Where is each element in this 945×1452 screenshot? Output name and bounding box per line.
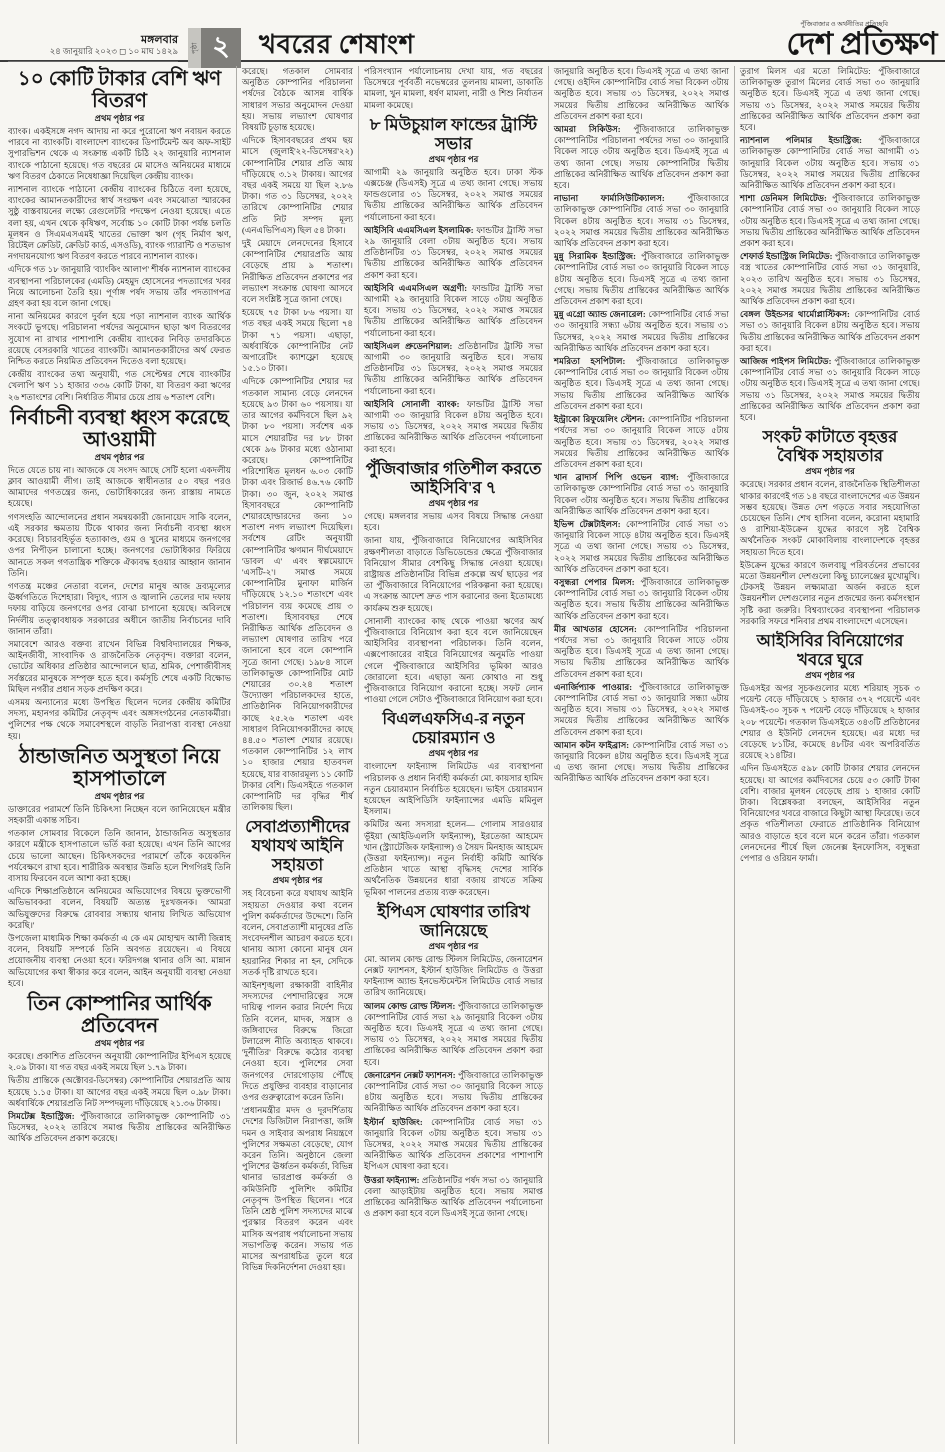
article (8, 407, 231, 742)
article (740, 427, 920, 627)
article-paragraph: ইস্টার্ন হাউজিং: কোম্পানিটির বোর্ড সভা ৩১ জানুয়ারি বিকেল ৩টায় অনুষ্ঠিত হবে। সভায় ৩১ ডিসেম্বর, ২০২২ সমাপ্ত সময়ের দ্বিতীয় প্রান্তিকের অনিরীক্ষিত আর্থিক প্রতিবেদন প্রকাশের পাশাপাশি ইপিএস ঘোষণা করা হবে। (364, 1116, 543, 1172)
article-paragraph: এদিকে শিক্ষাপ্রতিষ্ঠানে অনিয়মের অভিযোগের বিষয়ে ভুক্তভোগী অভিভাবকরা বলেন, বিষয়টি অত্যন্ত দুঃখজনক। 'আমরা অভিযুক্তদের বিরুদ্ধে রোববার সন্ধ্যায় থানায় লিখিত অভিযোগ করেছি।' (8, 886, 231, 930)
article-headline: আইসিবির বিনিয়োগের খবরে ঘুরে (756, 630, 904, 669)
article-headline: বিএলএফসিএ-র নতুন চেয়ারম্যান ও (382, 709, 525, 748)
article-continuation (740, 66, 920, 423)
column-1 (8, 66, 236, 1444)
article-paragraph: সিমটেক্স ইন্ডাস্ট্রিজ: পুঁজিবাজারে তালিকাভুক্ত কোম্পানিটি ৩১ ডিসেম্বর, ২০২২ তারিখে সমাপ্ত দ্বিতীয় প্রান্তিকের অনিরীক্ষিত আর্থিক প্রতিবেদন প্রকাশ করেছে। (8, 1111, 231, 1144)
article (740, 631, 920, 864)
continued-from-front-page-label: প্রথম পৃষ্ঠার পর (428, 748, 479, 759)
article-paragraph: আইসিবি এএমসিএল ইসলামিক: ফান্ডটির ট্রাস্টি সভা ২৯ জানুয়ারি বেলা ৩টায় অনুষ্ঠিত হবে। সভায় প্রতিষ্ঠানটির ৩১ ডিসেম্বর, ২০২২ সমাপ্ত সময়ের দ্বিতীয় প্রান্তিকের অনিরীক্ষিত আর্থিক প্রতিবেদন প্রকাশ করা হবে। (364, 224, 543, 280)
article-paragraph: মুন্নু সিরামিক ইন্ডাস্ট্রিজ: পুঁজিবাজারে তালিকাভুক্ত কোম্পানিটির বোর্ড সভা ৩০ জানুয়ারি বিকেল সাড়ে ৪টায় অনুষ্ঠিত হবে। ডিএসই সূত্রে এ তথ্য জানা গেছে। সভায় দ্বিতীয় প্রান্তিকের অনিরীক্ষিত আর্থিক প্রতিবেদন প্রকাশ করা হবে। (554, 251, 729, 307)
column-2 (236, 66, 358, 1444)
article (364, 709, 543, 897)
column-4 (548, 66, 734, 1444)
article-continuation (242, 66, 353, 813)
article-columns (0, 62, 945, 1444)
article-paragraph: ন্যাশনাল পলিমার ইন্ডাস্ট্রিজ: পুঁজিবাজারে তালিকাভুক্ত কোম্পানিটির বোর্ড সভা আগামী ৩১ জানুয়ারি বিকেল ৩টায় অনুষ্ঠিত হবে। সভায় ৩১ ডিসেম্বর, ২০২২ সমাপ্ত সময়ের দ্বিতীয় প্রান্তিকের অনিরীক্ষিত আর্থিক প্রতিবেদন প্রকাশ করা হবে। (740, 135, 920, 191)
article-paragraph: শমরিতা হসপিটাল: পুঁজিবাজারে তালিকাভুক্ত কোম্পানিটির বোর্ড সভা ৩০ জানুয়ারি বিকেল ৩টায় অনুষ্ঠিত হবে। ডিএসই সূত্রে এ তথ্য জানা গেছে। সভায় দ্বিতীয় প্রান্তিকের অনিরীক্ষিত আর্থিক প্রতিবেদন প্রকাশ করা হবে। (554, 356, 729, 411)
article-paragraph: দুই মেয়াদে লেনদেনের হিসাবে কোম্পানিটির শেয়ারপ্রতি আয় বেড়েছে প্রায় ৯ শতাংশ। নিরীক্ষিত প্রতিবেদন প্রকাশের পর লভ্যাংশ সংক্রান্ত ঘোষণা আসবে বলে সংশ্লিষ্ট সূত্রে জানা গেছে। (242, 238, 353, 305)
article-paragraph: দ্বিতীয় প্রান্তিকে (অক্টোবর-ডিসেম্বর) কোম্পানিটির শেয়ারপ্রতি আয় হয়েছে ১.১৫ টাকা। যা আগের বছর একই সময়ে ছিল ০.৯৮ টাকা। অর্ধবার্ষিকে শেয়ারপ্রতি নিট সম্পদমূল্য দাঁড়িয়েছে ২১.৩৬ টাকায়। (8, 1075, 231, 1108)
article-paragraph: বাংলাদেশ ফাইন্যান্স লিমিটেড এর ব্যবস্থাপনা পরিচালক ও প্রধান নির্বাহী কর্মকর্তা মো. কায়সার হামিদ নতুন চেয়ারম্যান নির্বাচিত হয়েছেন। ভাইস চেয়ারম্যান হয়েছেন আইপিডিসি ফাইন্যান্সের এমডি মমিনুল ইসলাম। (364, 761, 543, 817)
masthead-name: দেশ প্রতিক্ষণ (786, 26, 937, 61)
article-paragraph: জানুয়ারি অনুষ্ঠিত হবে। ডিএসই সূত্রে এ তথ্য জানা গেছে। ওইদিন কোম্পানিটির বোর্ড সভা বিকেল ৩টায় অনুষ্ঠিত হবে। সভায় ৩১ ডিসেম্বর, ২০২২ সমাপ্ত সময়ের দ্বিতীয় প্রান্তিকের অনিরীক্ষিত আর্থিক প্রতিবেদন প্রকাশ করা হবে। (554, 66, 729, 121)
company-name-lead: শাশা ডেনিমস লিমিটেড: (740, 193, 827, 204)
article (364, 902, 543, 1220)
article-paragraph: শাশা ডেনিমস লিমিটেড: পুঁজিবাজারে তালিকাভুক্ত কোম্পানিটির বোর্ড সভা ৩০ জানুয়ারি বিকেল সাড়ে ৩টায় অনুষ্ঠিত হবে। ডিএসই সূত্রে এ তথ্য জানা গেছে। সভায় দ্বিতীয় প্রান্তিকের অনিরীক্ষিত আর্থিক প্রতিবেদন প্রকাশ করা হবে। (740, 193, 920, 249)
article-paragraph: কেন্দ্রীয় ব্যাংকের তথ্য অনুযায়ী, গত সেপ্টেম্বর শেষে ব্যাংকটির খেলাপি ঋণ ১১ হাজার ৩৩৬ কোটি টাকা, যা বিতরণ করা ঋণের ২৬ শতাংশের বেশি। নির্ধারিত সীমার চেয়ে প্রায় ৬ শতাংশ বেশি। (8, 369, 231, 402)
article-paragraph: তুরাগ মিলস এর মতো লিমিটেড: পুঁজিবাজারে তালিকাভুক্ত তুরাগ মিলের বোর্ড সভা ৩০ জানুয়ারি অনুষ্ঠিত হবে। ডিএসই সূত্রে এ তথ্য জানা গেছে। সভায় ৩১ ডিসেম্বর, ২০২২ সমাপ্ত সময়ের দ্বিতীয় প্রান্তিকের অনিরীক্ষিত আর্থিক প্রতিবেদন প্রকাশ করা হবে। (740, 66, 920, 133)
article-paragraph: এদিকে হিসাববছরের প্রথম ছয় মাসে (জুলাই'২২-ডিসেম্বর'২২) কোম্পানিটির শেয়ার প্রতি আয় দাঁড়িয়েছে ৩.১২ টাকায়। আগের বছর একই সময়ে যা ছিল ২.৮৬ টাকা। গত ৩১ ডিসেম্বর, ২০২২ তারিখে কোম্পানিটির শেয়ার প্রতি নিট সম্পদ মূল্য (এনএভিপিএস) ছিল ৫৪ টাকা। (242, 135, 353, 235)
article-headline: ৮ মিউচুয়াল ফান্ডের ট্রাস্টি সভার (369, 114, 538, 153)
article-paragraph: আজিজ পাইপস লিমিটেড: পুঁজিবাজারে তালিকাভুক্ত কোম্পানিটির বোর্ড সভা ৩১ জানুয়ারি বিকেল সাড়ে ৩টায় অনুষ্ঠিত হবে। ডিএসই সূত্রে এ তথ্য জানা গেছে। সভায় ৩১ ডিসেম্বর, ২০২২ সমাপ্ত সময়ের দ্বিতীয় প্রান্তিকের অনিরীক্ষিত আর্থিক প্রতিবেদন প্রকাশ করা হবে। (740, 356, 920, 423)
article-paragraph: আইসিএল প্রুডেনশিয়াল: প্রতিষ্ঠানটির ট্রাস্টি সভা আগামী ৩০ জানুয়ারি অনুষ্ঠিত হবে। সভায় প্রতিষ্ঠানটির ৩১ ডিসেম্বর, ২০২২ সমাপ্ত সময়ের দ্বিতীয় প্রান্তিকের অনিরীক্ষিত আর্থিক প্রতিবেদন পর্যালোচনা করা হবে। (364, 340, 543, 396)
column-5 (734, 66, 920, 1444)
article-paragraph: সহ বিবেচনা করে যথাযথ আইনি সহায়তা দেওয়ার কথা বলেন পুলিশ কর্মকর্তাদের উদ্দেশে। তিনি বলেন, সেবাপ্রত্যাশী মানুষের প্রতি সংবেদনশীল আচরণ করতে হবে। থানায় আসা কোনো মানুষ যেন হয়রানির শিকার না হন, সেদিকে সতর্ক দৃষ্টি রাখতে হবে। (242, 888, 353, 977)
article-paragraph: নানা অনিয়মের কারণে দুর্বল হয়ে পড়া ন্যাশনাল ব্যাংক আর্থিক সংকটে ভুগছে। পরিচালনা পর্ষদের অনুমোদন ছাড়া ঋণ বিতরণের সুযোগ না রাখার পাশাপাশি কেন্দ্রীয় ব্যাংকের নিবিড় তদারকিতে রয়েছে বেসরকারি খাতের ব্যাংকটি। আমানতকারীদের অর্থ ফেরত নিশ্চিত করতে নিয়মিত প্রতিবেদন দিতেও বলা হয়েছে। (8, 311, 231, 367)
article-headline: তিন কোম্পানির আর্থিক প্রতিবেদন (27, 993, 212, 1037)
article-headline: ঠান্ডাজনিত অসুস্থতা নিয়ে হাসপাতালে (19, 745, 220, 790)
company-name-lead: এনার্জিপ্যাক পাওয়ার: (554, 681, 633, 692)
company-name-lead: শেফার্ড ইন্ডাস্ট্রিজ লিমিটেড: (740, 251, 833, 262)
article-paragraph: ডাক্তারের পরামর্শে তিনি চিকিৎসা নিচ্ছেন বলে জানিয়েছেন মন্ত্রীর সহকারী একান্ত সচিব। (8, 803, 231, 825)
article-paragraph: এসময় অন্যান্যের মধ্যে উপস্থিত ছিলেন দলের কেন্দ্রীয় কমিটির সদস্য, মহানগর কমিটির নেতৃবৃন্দ এবং অঙ্গসংগঠনের নেতাকর্মীরা। পুলিশের পক্ষ থেকে সমাবেশস্থলে বাড়তি নিরাপত্তা ব্যবস্থা নেওয়া হয়। (8, 696, 231, 741)
company-name-lead: বেঙ্গল উইন্ডসর থার্মোপ্লাস্টিকস: (740, 309, 850, 320)
article (8, 68, 231, 403)
article-paragraph: গেছে। মঙ্গলবার সভায় এসব বিষয়ে সিদ্ধান্ত নেওয়া হবে। (364, 510, 543, 533)
company-name-lead: ইস্টার্ন হাউজিং: (364, 1116, 423, 1127)
article (364, 459, 543, 705)
page-label-strip: পৃষ্ঠা (188, 28, 201, 68)
date-line: ২৪ জানুয়ারি ২০২৩ ◻ ১০ মাঘ ১৪২৯ (49, 46, 178, 56)
article-paragraph: মুন্নু এগ্রো অ্যান্ড জেনারেল: কোম্পানিটির বোর্ড সভা ৩০ জানুয়ারি সন্ধ্যা ৬টায় অনুষ্ঠিত হবে। সভায় ৩১ ডিসেম্বর, ২০২২ সমাপ্ত সময়ের দ্বিতীয় প্রান্তিকের অনিরীক্ষিত আর্থিক প্রতিবেদন প্রকাশ করা হবে। (554, 309, 729, 353)
article-paragraph: ডিএসইর অপর সূচকগুলোর মধ্যে শরিয়াহ সূচক ৩ পয়েন্ট বেড়ে দাঁড়িয়েছে ১ হাজার ৩৭২ পয়েন্টে এবং ডিএসই-৩০ সূচক ৭ পয়েন্ট বেড়ে দাঁড়িয়েছে ২ হাজার ২০৮ পয়েন্টে। গতকাল ডিএসইতে ৩৪৩টি প্রতিষ্ঠানের শেয়ার ও ইউনিট লেনদেন হয়েছে। এর মধ্যে দর বেড়েছে ৮১টির, কমেছে ৪৮টির এবং অপরিবর্তিত রয়েছে ২১৪টির। (740, 682, 920, 761)
section-title: খবরের শেষাংশ (259, 30, 415, 59)
article-headline: সেবাপ্রত্যাশীদের যথাযথ আইনি সহায়তা (245, 817, 350, 875)
continued-from-front-page-label: প্রথম পৃষ্ঠার পর (428, 940, 479, 951)
continued-from-front-page-label: প্রথম পৃষ্ঠার পর (272, 875, 323, 886)
article-paragraph: করেছে। গতকাল সোমবার অনুষ্ঠিত কোম্পানির পরিচালনা পর্ষদের বৈঠকে আসন্ন বার্ষিক সাধারণ সভার অনুমোদন দেওয়া হয়। সভায় লভ্যাংশ ঘোষণার বিষয়টি চূড়ান্ত হয়েছে। (242, 66, 353, 133)
company-name-lead: আইসিবি এএমসিএল ইসলামিক: (364, 224, 474, 235)
article-headline: পুঁজিবাজার গতিশীল করতে আইসিবি'র ৭ (365, 458, 542, 497)
company-name-lead: বসুন্ধরা পেপার মিলস: (554, 576, 635, 587)
article-headline: ১০ কোটি টাকার বেশি ঋণ বিতরণ (17, 68, 222, 112)
article-paragraph: জেনারেশন নেক্সট ফ্যাশনস: পুঁজিবাজারে তালিকাভুক্ত কোম্পানিটির বোর্ড সভা ৩০ জানুয়ারি বিকেল সাড়ে ৪টায় অনুষ্ঠিত হবে। সভায় দ্বিতীয় প্রান্তিকের অনিরীক্ষিত আর্থিক প্রতিবেদন প্রকাশ করা হবে। (364, 1069, 543, 1114)
article-headline: ইপিএস ঘোষণার তারিখ জানিয়েছে (377, 901, 530, 940)
article-paragraph: মীর আখতার হোসেন: কোম্পানিটির পরিচালনা পর্ষদের সভা ৩১ জানুয়ারি বিকেল সাড়ে ৩টায় অনুষ্ঠিত হবে। ডিএসই সূত্রে এ তথ্য জানা গেছে। সভায় দ্বিতীয় প্রান্তিকের অনিরীক্ষিত আর্থিক প্রতিবেদন প্রকাশ করা হবে। (554, 623, 729, 679)
article-paragraph: গতকাল সোমবার বিকেলে তিনি জানান, ঠান্ডাজনিত অসুস্থতার কারণে মন্ত্রীকে হাসপাতালে ভর্তি করা হয়েছে। এখন তিনি আগের চেয়ে ভালো আছেন। চিকিৎসকদের পরামর্শে তাঁকে কয়েকদিন পর্যবেক্ষণে রাখা হবে। শারীরিক অবস্থার উন্নতি হলে শিগগিরই তিনি বাসায় ফিরবেন বলে আশা করা হচ্ছে। (8, 828, 231, 883)
company-name-lead: ইভিন্স টেক্সটাইলস: (554, 518, 621, 529)
article-paragraph: ব্যাংক। একইসঙ্গে নগদ আদায় না করে পুরোনো ঋণ নবায়ন করতে পারবে না ব্যাংকটি। বাংলাদেশ ব্যাংকের ডিপার্টমেন্ট অব অফ-সাইট সুপারভিশন থেকে এ সংক্রান্ত একটি চিঠি ২২ জানুয়ারি ন্যাশনাল ব্যাংকে পাঠানো হয়েছে। গত বছরের মে মাসেও অনিয়মের মাধ্যমে ঋণ বিতরণ ঠেকাতে নিষেধাজ্ঞা দিয়েছিল কেন্দ্রীয় ব্যাংক। (8, 126, 231, 181)
company-name-lead: উত্তরা ফাইন্যান্স: (364, 1174, 420, 1185)
article-paragraph: এদিন ডিএসইতে ৫৯৮ কোটি টাকার শেয়ার লেনদেন হয়েছে। যা আগের কর্মদিবসের চেয়ে ৫৩ কোটি টাকা বেশি। বাজার মূলধন বেড়েছে প্রায় ১ হাজার কোটি টাকা। বিশ্লেষকরা বলছেন, আইসিবির নতুন বিনিয়োগের খবরে বাজারে কিছুটা আস্থা ফিরেছে। তবে প্রকৃত গতিশীলতা ফেরাতে প্রাতিষ্ঠানিক বিনিয়োগ আরও বাড়াতে হবে বলে মনে করেন তাঁরা। গতকাল লেনদেনের শীর্ষে ছিল জেনেক্স ইনফোসিস, বসুন্ধরা পেপার ও ওরিয়ন ফার্মা। (740, 763, 920, 863)
article-paragraph: ইউক্রেন যুদ্ধের কারণে জলবায়ু পরিবর্তনের প্রভাবের মতো উন্নয়নশীল দেশগুলো কিছু চ্যালেঞ্জের মুখোমুখি। টেকসই উন্নয়ন লক্ষ্যমাত্রা অর্জন করতে হলে উন্নয়নশীল দেশগুলোর নতুন প্রজন্মের জন্য কর্মসংস্থান সৃষ্টি করা জরুরি। বিশ্বব্যাংকের ব্যবস্থাপনা পরিচালক সরকারি সফরে শনিবার প্রথম বাংলাদেশে এসেছেন। (740, 559, 920, 626)
article-paragraph: ইন্ট্রাকো রিফুয়েলিং স্টেশন: কোম্পানিটির পরিচালনা পর্ষদের সভা ৩০ জানুয়ারি বিকেল সাড়ে ৫টায় অনুষ্ঠিত হবে। সভায় ৩১ ডিসেম্বর, ২০২২ সমাপ্ত সময়ের দ্বিতীয় প্রান্তিকের অনিরীক্ষিত আর্থিক প্রতিবেদন প্রকাশ করা হবে। (554, 414, 729, 469)
article (364, 115, 543, 455)
company-name-lead: আলম কোল্ড রোল্ড স্টিলস: (364, 1000, 456, 1011)
company-name-lead: মীর আখতার হোসেন: (554, 623, 637, 634)
article-paragraph: আইসিবি সোনালী ব্যাংক: ফান্ডটির ট্রাস্টি সভা আগামী ৩০ জানুয়ারি বিকেল ৪টায় অনুষ্ঠিত হবে। সভায় ৩১ ডিসেম্বর, ২০২২ সমাপ্ত সময়ের দ্বিতীয় প্রান্তিকের অনিরীক্ষিত আর্থিক প্রতিবেদন পর্যালোচনা করা হবে। (364, 398, 543, 454)
article (8, 993, 231, 1145)
continued-from-front-page-label: প্রথম পৃষ্ঠার পর (805, 466, 855, 477)
date-block (8, 34, 178, 62)
continued-from-front-page-label: প্রথম পৃষ্ঠার পর (94, 451, 145, 462)
article-paragraph: এদিকে কোম্পানিটির শেয়ার দর গতকাল সামান্য বেড়ে লেনদেন হয়েছে ৯৩ টাকা ৬০ পয়সায়। যা তার আগের কর্মদিবসে ছিল ৯২ টাকা ৮০ পয়সা। সর্বশেষ এক মাসে শেয়ারটির দর ৮৮ টাকা থেকে ৯৬ টাকার মধ্যে ওঠানামা করেছে। কোম্পানিটির পরিশোধিত মূলধন ৬.০৩ কোটি টাকা এবং রিজার্ভ ৪৬.৭৬ কোটি টাকা। ৩০ জুন, ২০২২ সমাপ্ত হিসাববছরে কোম্পানিটি শেয়ারহোল্ডারদের জন্য ১০ শতাংশ নগদ লভ্যাংশ দিয়েছিল। সর্বশেষ রেটিং অনুযায়ী কোম্পানিটির ঋণমান দীর্ঘমেয়াদে 'ডাবল এ' এবং স্বল্পমেয়াদে 'এসটি-২'। সমাপ্ত সময়ে কোম্পানিটির মুনাফা মার্জিন দাঁড়িয়েছে ১২.১০ শতাংশে এবং পরিচালন ব্যয় কমেছে প্রায় ৩ শতাংশ। হিসাববছর শেষে নিরীক্ষিত আর্থিক প্রতিবেদন ও লভ্যাংশ ঘোষণার তারিখ পরে জানানো হবে বলে কোম্পানি সূত্রে জানা গেছে। ১৯৮৪ সালে তালিকাভুক্ত কোম্পানিটির মোট শেয়ারের ৩০.২৪ শতাংশ উদ্যোক্তা পরিচালকদের হাতে, প্রাতিষ্ঠানিক বিনিয়োগকারীদের কাছে ২৫.২৬ শতাংশ এবং সাধারণ বিনিয়োগকারীদের কাছে ৪৪.৫০ শতাংশ শেয়ার রয়েছে। গতকাল কোম্পানিটির ১২ লাখ ১০ হাজার শেয়ার হাতবদল হয়েছে, যার বাজারমূল্য ১১ কোটি টাকার বেশি। ডিএসইতে গতকাল কোম্পানিটি দর বৃদ্ধির শীর্ষ তালিকায় ছিল। (242, 376, 353, 813)
article-paragraph: করেছে। প্রকাশিত প্রতিবেদন অনুযায়ী কোম্পানিটির ইপিএস হয়েছে ২.০৯ টাকা। যা গত বছর একই সময়ে ছিল ১.৭৯ টাকা। (8, 1051, 231, 1073)
masthead (786, 21, 937, 60)
article-paragraph: 'প্রধানমন্ত্রীর মদদ ও দূরদর্শিতায় দেশের ডিজিটাল নিরাপত্তা, জঙ্গি দমন ও সাইবার অপরাধ নিয়ন্ত্রণে পুলিশের সক্ষমতা বেড়েছে', যোগ করেন তিনি। অনুষ্ঠানে জেলা পুলিশের ঊর্ধ্বতন কর্মকর্তা, বিভিন্ন থানার ভারপ্রাপ্ত কর্মকর্তা ও কমিউনিটি পুলিশিং কমিটির নেতৃবৃন্দ উপস্থিত ছিলেন। পরে তিনি শ্রেষ্ঠ পুলিশ সদস্যদের মাঝে পুরস্কার বিতরণ করেন এবং মাসিক অপরাধ পর্যালোচনা সভায় সভাপতিত্ব করেন। সভায় গত মাসের অপরাধচিত্র তুলে ধরে বিভিন্ন দিকনির্দেশনা দেওয়া হয়। (242, 1105, 353, 1273)
continued-from-front-page-label: প্রথম পৃষ্ঠার পর (428, 497, 479, 508)
company-name-lead: নাভানা ফার্মাসিউটিক্যালস: (554, 193, 665, 204)
article-continuation (554, 66, 729, 785)
article-paragraph: করেছে। সরকার প্রধান বলেন, রাজনৈতিক স্থিতিশীলতা থাকার কারণেই গত ১৪ বছরে বাংলাদেশের এত উন্নয়ন সম্ভব হয়েছে। উন্নত দেশ গড়তে সবার সহযোগিতা চেয়েছেন তিনি। শেখ হাসিনা বলেন, করোনা মহামারি ও রাশিয়া-ইউক্রেন যুদ্ধের কারণে সৃষ্ট বৈশ্বিক অর্থনৈতিক সংকট মোকাবিলায় বাংলাদেশকে বৃহত্তর সহায়তা দিতে হবে। (740, 479, 920, 557)
continued-from-front-page-label: প্রথম পৃষ্ঠার পর (94, 113, 145, 123)
article-paragraph: উত্তরা ফাইন্যান্স: প্রতিষ্ঠানটির পর্ষদ সভা ৩১ জানুয়ারি বেলা আড়াইটায় অনুষ্ঠিত হবে। সভায় সমাপ্ত প্রান্তিকের অনিরীক্ষিত আর্থিক প্রতিবেদন পর্যালোচনা ও প্রকাশ করা হবে বলে ডিএসই সূত্রে জানা গেছে। (364, 1174, 543, 1219)
continued-from-front-page-label: প্রথম পৃষ্ঠার পর (428, 153, 479, 164)
article-paragraph: কমিটির অন্য সদস্যরা হলেন— গোলাম সারওয়ার ভূঁইয়া (আইডিএলসি ফাইন্যান্স), ইরতেজা আহমেদ খান (স্ট্র্যাটেজিক ফাইন্যান্স) ও সৈয়দ মিনহাজ আহমেদ (উত্তরা ফাইন্যান্স)। নতুন নির্বাহী কমিটি আর্থিক প্রতিষ্ঠান খাতে আস্থা বৃদ্ধিসহ দেশের সার্বিক অর্থনৈতিক উন্নয়নের ধারা বজায় রাখতে সক্রিয় ভূমিকা পালনের প্রত্যয় ব্যক্ত করেছেন। (364, 819, 543, 897)
article-continuation (364, 66, 543, 111)
continued-from-front-page-label: প্রথম পৃষ্ঠার পর (94, 1038, 145, 1048)
continued-from-front-page-label: প্রথম পৃষ্ঠার পর (94, 790, 145, 801)
article-headline: নির্বাচনী ব্যবস্থা ধ্বংস করেছে আওয়ামী (10, 406, 229, 451)
article-paragraph: আমরা সিকিউস: পুঁজিবাজারে তালিকাভুক্ত কোম্পানিটির পরিচালনা পর্ষদের সভা ৩০ জানুয়ারি বিকেল সাড়ে ৩টায় অনুষ্ঠিত হবে। ডিএসই সূত্রে এ তথ্য জানা গেছে। সভায় কোম্পানিটির দ্বিতীয় প্রান্তিকের অনিরীক্ষিত আর্থিক প্রতিবেদন প্রকাশ করা হবে। (554, 124, 729, 191)
article-paragraph: আলম কোল্ড রোল্ড স্টিলস: পুঁজিবাজারে তালিকাভুক্ত কোম্পানিটির বোর্ড সভা ২৯ জানুয়ারি বিকেল ৩টায় অনুষ্ঠিত হবে। ডিএসই সূত্রে এ তথ্য জানা গেছে। সভায় ৩১ ডিসেম্বর, ২০২২ সমাপ্ত সময়ের দ্বিতীয় প্রান্তিকের অনিরীক্ষিত আর্থিক প্রতিবেদন প্রকাশ করা হবে। (364, 1000, 543, 1067)
article-paragraph: আগামী ২৯ জানুয়ারি অনুষ্ঠিত হবে। ঢাকা স্টক এক্সচেঞ্জ (ডিএসই) সূত্রে এ তথ্য জানা গেছে। সভায় ফান্ডগুলোর ৩১ ডিসেম্বর, ২০২২ সমাপ্ত সময়ের দ্বিতীয় প্রান্তিকের অনিরীক্ষিত আর্থিক প্রতিবেদন পর্যালোচনা করা হবে। (364, 166, 543, 222)
company-name-lead: শমরিতা হসপিটাল: (554, 356, 626, 367)
continued-from-front-page-label: প্রথম পৃষ্ঠার পর (805, 669, 855, 680)
article-paragraph: পরিসংখ্যান পর্যালোচনায় দেখা যায়, গত বছরের ডিসেম্বরে পূর্ববর্তী নভেম্বরের তুলনায় মামলা, ডাকাতি মামলা, খুন মামলা, ধর্ষণ মামলা, নারী ও শিশু নির্যাতন মামলা কমেছে। (364, 66, 543, 110)
article-paragraph: গণতন্ত্র মঞ্চের নেতারা বলেন, দেশের মানুষ আজ দ্রব্যমূল্যের ঊর্ধ্বগতিতে দিশেহারা। বিদ্যুৎ, গ্যাস ও জ্বালানি তেলের দাম দফায় দফায় বাড়িয়ে জনগণের ওপর বোঝা চাপানো হয়েছে। অবিলম্বে নির্দলীয় তত্ত্বাবধায়ক সরকারের অধীনে জাতীয় নির্বাচনের দাবি জানান তাঁরা। (8, 580, 231, 636)
masthead-tagline: পুঁজিবাজার ও অর্থনীতির প্রতিচ্ছবি (800, 21, 889, 28)
weekday-label: মঙ্গলবার (141, 34, 178, 46)
article-paragraph: ন্যাশনাল ব্যাংকে পাঠানো কেন্দ্রীয় ব্যাংকের চিঠিতে বলা হয়েছে, ব্যাংকের আমানতকারীদের স্বার্থ সংরক্ষণ এবং সমঝোতা স্মারকের সুষ্ঠু বাস্তবায়নের লক্ষ্যে রেগুলেটরি পদক্ষেপ নেওয়া হয়েছে। এতে বলা হয়, এখন থেকে কৃষিঋণ, সর্বোচ্চ ১০ কোটি টাকা পর্যন্ত চলতি মূলধন ও সিএমএসএমই খাতের ভোক্তা ঋণ (গৃহ নির্মাণ ঋণ, রিটেইল ক্রেডিট, ক্রেডিট কার্ড, এসওডি), ব্যাংক গ্যারান্টি ও শতভাগ নগদায়নযোগ্য ঋণ বিতরণ করতে পারবে ন্যাশনাল ব্যাংক। (8, 184, 231, 262)
company-name-lead: আমরা সিকিউস: (554, 124, 621, 135)
article-paragraph: আমান কটন ফাইব্রাস: কোম্পানিটির বোর্ড সভা ৩১ জানুয়ারি বিকেল ৪টায় অনুষ্ঠিত হবে। ডিএসই সূত্রে এ তথ্য জানা গেছে। সভায় দ্বিতীয় প্রান্তিকের অনিরীক্ষিত আর্থিক প্রতিবেদন প্রকাশ করা হবে। (554, 739, 729, 784)
article-paragraph: আইসিবি এএমসিএল অগ্রণী: ফান্ডটির ট্রাস্টি সভা আগামী ২৯ জানুয়ারি বিকেল সাড়ে ৩টায় অনুষ্ঠিত হবে। সভায় ৩১ ডিসেম্বর, ২০২২ সমাপ্ত সময়ের দ্বিতীয় প্রান্তিকের অনিরীক্ষিত আর্থিক প্রতিবেদন পর্যালোচনা করা হবে। (364, 282, 543, 338)
article-paragraph: খান ব্রাদার্স পিপি ওভেন ব্যাগ: পুঁজিবাজারে তালিকাভুক্ত কোম্পানিটির বোর্ড সভা ৩১ জানুয়ারি বিকেল ৩টায় অনুষ্ঠিত হবে। সভায় দ্বিতীয় প্রান্তিকের অনিরীক্ষিত আর্থিক প্রতিবেদন প্রকাশ করা হবে। (554, 472, 729, 516)
company-name-lead: খান ব্রাদার্স পিপি ওভেন ব্যাগ: (554, 472, 679, 483)
company-name-lead: আমান কটন ফাইব্রাস: (554, 739, 630, 750)
company-name-lead: আইসিবি সোনালী ব্যাংক: (364, 398, 460, 409)
article-paragraph: গণসংহতি আন্দোলনের প্রধান সমন্বয়কারী জোনায়েদ সাকি বলেন, এই সরকার ক্ষমতায় টিকে থাকার জন্য নির্বাচনী ব্যবস্থা ধ্বংস করেছে। বিচারবহির্ভূত হত্যাকাণ্ড, গুম ও খুনের মাধ্যমে জনগণের ওপর নিপীড়ন চালানো হচ্ছে। জনগণের ভোটাধিকার ফিরিয়ে আনতে সকল গণতান্ত্রিক শক্তিকে ঐক্যবদ্ধ হওয়ার আহ্বান জানান তিনি। (8, 511, 231, 578)
article-paragraph: ইভিন্স টেক্সটাইলস: কোম্পানিটির বোর্ড সভা ৩১ জানুয়ারি বিকেল সাড়ে ৪টায় অনুষ্ঠিত হবে। ডিএসই সূত্রে এ তথ্য জানা গেছে। সভায় ৩১ ডিসেম্বর, ২০২২ সমাপ্ত সময়ের দ্বিতীয় প্রান্তিকের অনিরীক্ষিত আর্থিক প্রতিবেদন প্রকাশ করা হবে। (554, 518, 729, 574)
article-paragraph: শেফার্ড ইন্ডাস্ট্রিজ লিমিটেড: পুঁজিবাজারে তালিকাভুক্ত বস্ত্র খাতের কোম্পানিটির বোর্ড সভা ৩১ জানুয়ারি, ২০২৩ তারিখ অনুষ্ঠিত হবে। সভায় ৩১ ডিসেম্বর, ২০২২ সমাপ্ত সময়ের দ্বিতীয় প্রান্তিকের অনিরীক্ষিত আর্থিক প্রতিবেদন প্রকাশ করা হবে। (740, 251, 920, 307)
company-name-lead: মুন্নু এগ্রো অ্যান্ড জেনারেল: (554, 309, 646, 320)
company-name-lead: আইসিবি এএমসিএল অগ্রণী: (364, 282, 468, 293)
article-paragraph: সমাবেশে আরও বক্তব্য রাখেন বিভিন্ন বিশ্ববিদ্যালয়ের শিক্ষক, আইনজীবী, সাংবাদিক ও রাজনৈতিক নেতৃবৃন্দ। বক্তারা বলেন, ভোটের অধিকার প্রতিষ্ঠার আন্দোলনে ছাত্র, শ্রমিক, পেশাজীবীসহ সর্বস্তরের মানুষকে সম্পৃক্ত হতে হবে। কর্মসূচি শেষে একটি বিক্ষোভ মিছিল নগরীর প্রধান সড়ক প্রদক্ষিণ করে। (8, 638, 231, 694)
article (8, 746, 231, 989)
company-name-lead: আইসিএল প্রুডেনশিয়াল: (364, 340, 453, 351)
article-paragraph: আইনশৃঙ্খলা রক্ষাকারী বাহিনীর সদস্যদের পেশাদারিত্বের সঙ্গে দায়িত্ব পালন করার নির্দেশ দিয়ে তিনি বলেন, মাদক, সন্ত্রাস ও জঙ্গিবাদের বিরুদ্ধে জিরো টলারেন্স নীতি অব্যাহত থাকবে। 'দুর্নীতির' বিরুদ্ধে কঠোর ব্যবস্থা নেওয়া হবে। পুলিশের সেবা জনগণের দোরগোড়ায় পৌঁছে দিতে প্রযুক্তির ব্যবহার বাড়ানোর ওপর গুরুত্বারোপ করেন তিনি। (242, 980, 353, 1103)
column-3 (358, 66, 548, 1444)
company-name-lead: আজিজ পাইপস লিমিটেড: (740, 356, 832, 367)
company-name-lead: ন্যাশনাল পলিমার ইন্ডাস্ট্রিজ: (740, 135, 863, 146)
page-number-badge: ২ (201, 28, 241, 68)
article-paragraph: বেঙ্গল উইন্ডসর থার্মোপ্লাস্টিকস: কোম্পানিটির বোর্ড সভা ৩১ জানুয়ারি বিকেল ৪টায় অনুষ্ঠিত হবে। সভায় দ্বিতীয় প্রান্তিকের অনিরীক্ষিত আর্থিক প্রতিবেদন প্রকাশ করা হবে। (740, 309, 920, 353)
page-header (0, 0, 945, 62)
company-name-lead: ইন্ট্রাকো রিফুয়েলিং স্টেশন: (554, 414, 645, 425)
article-paragraph: জানা যায়, পুঁজিবাজারে বিনিয়োগের আইসিবির রক্ষণশীলতা বাড়াতে ডিভিডেন্ডের ক্ষেত্রে পুঁজিবাজার বিনিয়োগ সীমার বেশকিছু সিদ্ধান্ত নেওয়া হয়েছে। রাষ্ট্রায়ত্ত প্রতিষ্ঠানটির বিভিন্ন প্রকল্পে অর্থ ছাড়ের পর তা পুঁজিবাজারে বিনিয়োগের পরিকল্পনা করা হয়েছে। এ সংক্রান্ত আদেশ দ্রুত পাস করানোর জন্য ইতোমধ্যে কার্যক্রম শুরু হয়েছে। (364, 535, 543, 613)
article-paragraph: মো. আলম কোল্ড রোল্ড স্টিলস লিমিটেড, জেনারেশন নেক্সট ফ্যাশনস, ইস্টার্ন হাউজিং লিমিটেড ও উত্তরা ফাইন্যান্স অ্যান্ড ইনভেস্টমেন্টস লিমিটেড বোর্ড সভার তারিখ জানিয়েছে। (364, 953, 543, 998)
company-name-lead: সিমটেক্স ইন্ডাস্ট্রিজ: (8, 1111, 75, 1122)
article-paragraph: উপজেলা মাধ্যমিক শিক্ষা কর্মকর্তা এ কে এম মোহাম্মদ আলী জিন্নাহ বলেন, বিষয়টি সম্পর্কে তিনি অবগত রয়েছেন। এ বিষয়ে প্রয়োজনীয় ব্যবস্থা নেওয়া হবে। ফরিদগঞ্জ থানার ওসি আ. মান্নান অভিযোগের কথা স্বীকার করে বলেন, আইন অনুযায়ী ব্যবস্থা নেওয়া হবে। (8, 932, 231, 988)
article-paragraph: দিতে যেতে চায় না। আজকে যে সংসদ আছে সেটি হলো একদলীয় ক্লাব আওয়ামী লীগ। তাই আজকে স্বাধীনতার ৫০ বছর পরও আমাদের গণতন্ত্রের জন্য, ভোটাধিকারের জন্য রাস্তায় নামতে হয়েছে। (8, 464, 231, 509)
article-paragraph: সোনালী ব্যাংকের কাছ থেকে পাওয়া ঋণের অর্থ পুঁজিবাজারে বিনিয়োগ করা হবে বলে জানিয়েছেন আইসিবির ব্যবস্থাপনা পরিচালক। তিনি বলেন, এক্সপোজারের বাইরে বিনিয়োগের অনুমতি পাওয়া গেলে পুঁজিবাজারে আইসিবির ভূমিকা আরও জোরালো হবে। এছাড়া অন্য কোথাও না শুধু পুঁজিবাজারে বিনিয়োগ করানো হচ্ছে। সফট লোন পাওয়া গেলে সেটাও পুঁজিবাজারে বিনিয়োগ করা হবে। (364, 615, 543, 705)
page-number-group (188, 28, 241, 68)
article-paragraph: বসুন্ধরা পেপার মিলস: পুঁজিবাজারে তালিকাভুক্ত কোম্পানিটির বোর্ড সভা ৩১ জানুয়ারি বিকেল ৩টায় অনুষ্ঠিত হবে। সভায় দ্বিতীয় প্রান্তিকের অনিরীক্ষিত আর্থিক প্রতিবেদন প্রকাশ করা হবে। (554, 576, 729, 621)
article-paragraph: হয়েছে ৭৫ টাকা ৮৬ পয়সা। যা গত বছর একই সময়ে ছিলো ৭৪ টাকা ৭১ পয়সা। এছাড়া, অর্ধবার্ষিকে কোম্পানিটির নেট অপারেটিং ক্যাশফ্লো হয়েছে ১৫.১০ টাকা। (242, 307, 353, 374)
article (242, 817, 353, 1273)
article-headline: সংকট কাটাতে বৃহত্তর বৈশ্বিক সহায়তার (762, 427, 898, 466)
article-paragraph: এদিকে গত ১৮ জানুয়ারি 'ব্যাংকিং আলাপ' শীর্ষক ন্যাশনাল ব্যাংকের ব্যবস্থাপনা পরিচালকের (এমডি) মেহমুদ হোসেনের পদত্যাগের খবর নিয়ে আলোচনা তৈরি হয়। পূর্ণাঙ্গ পর্ষদ সভায় তাঁর পদত্যাগপত্র গ্রহণ করা হয় বলে জানা গেছে। (8, 264, 231, 309)
company-name-lead: মুন্নু সিরামিক ইন্ডাস্ট্রিজ: (554, 251, 636, 262)
company-name-lead: জেনারেশন নেক্সট ফ্যাশনস: (364, 1069, 456, 1080)
article-paragraph: নাভানা ফার্মাসিউটিক্যালস: পুঁজিবাজারে তালিকাভুক্ত কোম্পানিটির বোর্ড সভা ৩০ জানুয়ারি বিকেল ৪টায় অনুষ্ঠিত হবে। সভায় ৩১ ডিসেম্বর, ২০২২ সমাপ্ত সময়ের দ্বিতীয় প্রান্তিকের অনিরীক্ষিত আর্থিক প্রতিবেদন প্রকাশ করা হবে। (554, 193, 729, 249)
article-paragraph: এনার্জিপ্যাক পাওয়ার: পুঁজিবাজারে তালিকাভুক্ত কোম্পানিটির বোর্ড সভা ৩১ জানুয়ারি সন্ধ্যা ৬টায় অনুষ্ঠিত হবে। সভায় ৩১ ডিসেম্বর, ২০২২ সমাপ্ত সময়ের দ্বিতীয় প্রান্তিকের অনিরীক্ষিত আর্থিক প্রতিবেদন প্রকাশ করা হবে। (554, 681, 729, 737)
